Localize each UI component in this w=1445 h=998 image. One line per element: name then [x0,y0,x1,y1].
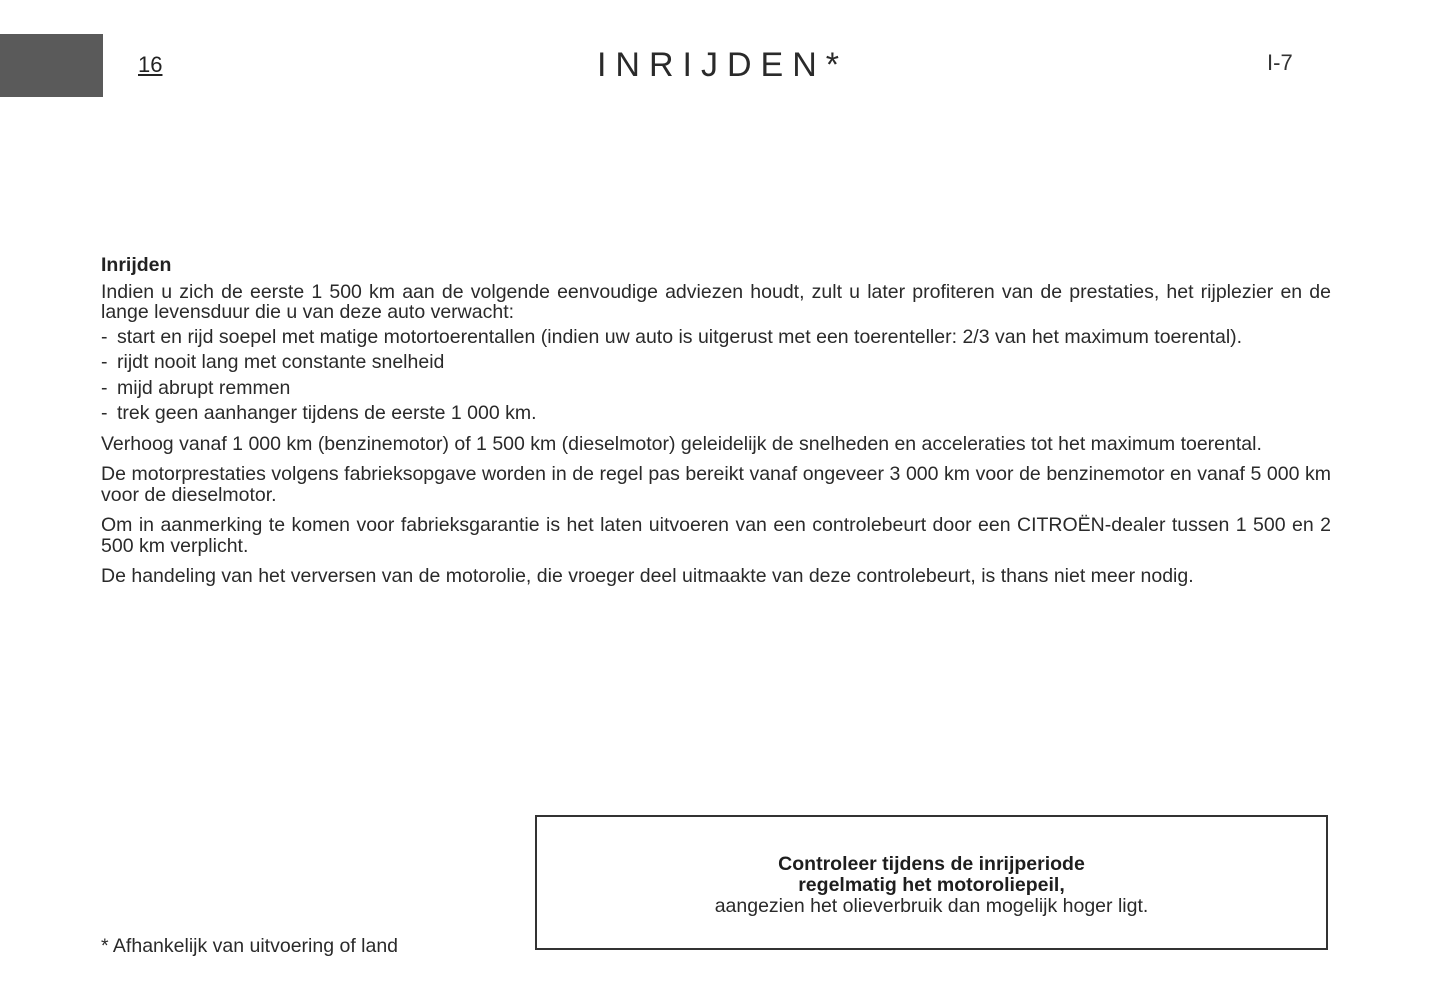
notice-box [535,815,1328,950]
main-content [101,255,1331,597]
footnote: * Afhankelijk van uitvoering of land [101,935,399,957]
paragraph-warranty: Om in aanmerking te komen voor fabrieksgarantie is het laten uitvoeren van een controlebeurt door een CITROËN-dealer tussen 1 500 en 2 500 km verplicht. [101,514,1331,557]
advice-list [101,327,1331,424]
notice-line-2: regelmatig het motoroliepeil, [798,874,1065,896]
list-item: - mijd abrupt remmen [101,378,1331,399]
list-item: - rijdt nooit lang met constante snelheid [101,352,1331,373]
list-item: - start en rijd soepel met matige motortoerentallen (indien uw auto is uitgerust met een toerenteller: 2/3 van het maximum toerental). [101,327,1331,348]
paragraph-performance: De motorprestaties volgens fabrieksopgave worden in de regel pas bereikt vanaf ongeveer 3 000 km voor de benzinemotor en vanaf 5 000 km voor de dieselmotor. [101,463,1331,506]
paragraph-acceleration: Verhoog vanaf 1 000 km (benzinemotor) of 1 500 km (dieselmotor) geleidelijk de snelheden en acceleraties tot het maximum toerental. [101,432,1262,455]
section-code: I-7 [1267,50,1293,75]
notice-line-1: Controleer tijdens de inrijperiode [778,853,1085,875]
notice-line-3: aangezien het olieverbruik dan mogelijk hoger ligt. [714,895,1149,917]
section-heading: Inrijden [101,254,172,276]
page-number: 16 [138,52,163,77]
chapter-title: INRIJDEN* [596,46,849,84]
list-item: - trek geen aanhanger tijdens de eerste 1 000 km. [101,403,1331,424]
intro-paragraph: Indien u zich de eerste 1 500 km aan de volgende eenvoudige adviezen houdt, zult u later profiteren van de prestaties, het rijplezier en de lange levensduur die u van deze auto verwacht: [101,280,1331,323]
paragraph-oil-change: De handeling van het verversen van de motorolie, die vroeger deel uitmaakte van deze controlebeurt, is thans niet meer nodig. [101,565,1194,587]
